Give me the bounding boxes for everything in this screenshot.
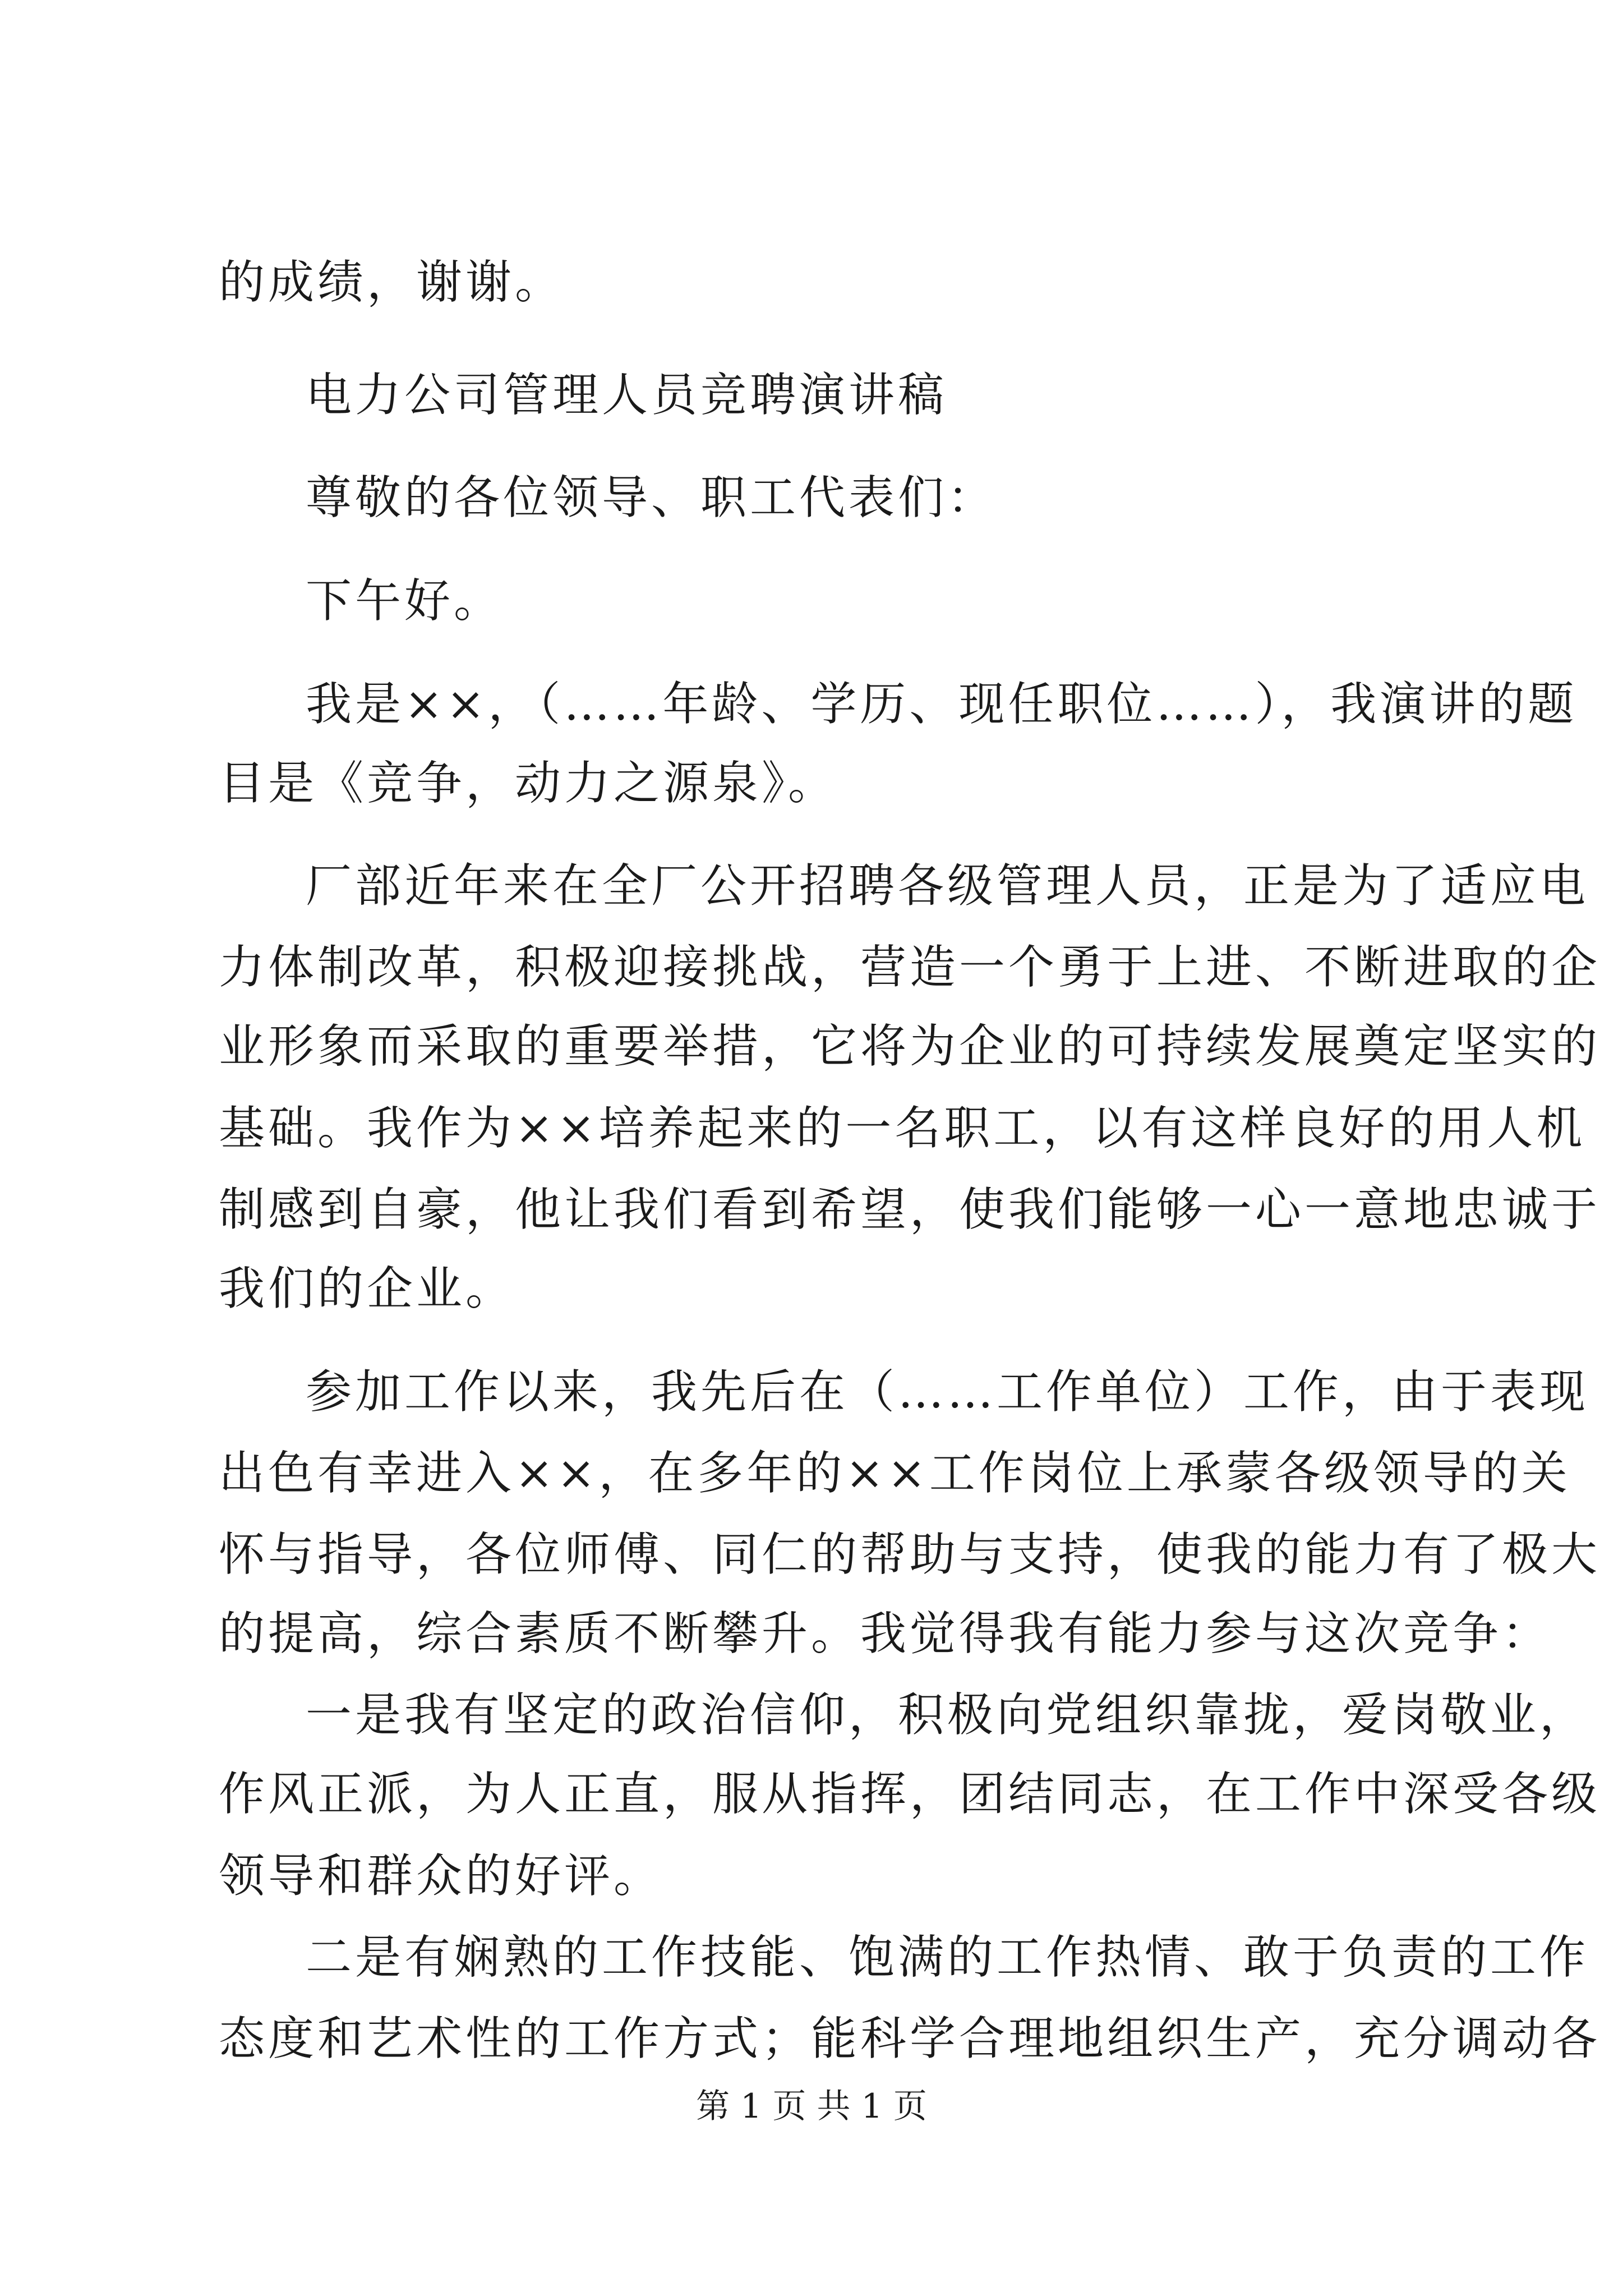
text-line: 制感到自豪，他让我们看到希望，使我们能够一心一意地忠诚于 (219, 1183, 1601, 1236)
text-line: 出色有幸进入××，在多年的××工作岗位上承蒙各级领导的关 (219, 1447, 1571, 1500)
text-line: 的成绩，谢谢。 (219, 256, 565, 309)
page-footer: 第 1 页 共 1 页 (696, 2087, 927, 2126)
text-line: 的提高，综合素质不断攀升。我觉得我有能力参与这次竞争： (219, 1607, 1552, 1660)
text-line: 业形象而采取的重要举措，它将为企业的可持续发展奠定坚实的 (219, 1020, 1601, 1073)
text-line: 参加工作以来，我先后在（……工作单位）工作，由于表现 (306, 1365, 1589, 1419)
text-line: 我们的企业。 (219, 1262, 515, 1315)
document-title: 电力公司管理人员竞聘演讲稿 (306, 369, 948, 422)
text-line: 怀与指导，各位师傅、同仁的帮助与支持，使我的能力有了极大 (219, 1528, 1601, 1581)
text-line: 一是我有坚定的政治信仰，积极向党组织靠拢，爱岗敬业， (306, 1688, 1589, 1742)
text-line: 领导和群众的好评。 (219, 1849, 663, 1903)
text-line: 厂部近年来在全厂公开招聘各级管理人员，正是为了适应电 (306, 859, 1589, 913)
greeting: 下午好。 (306, 574, 504, 628)
text-line: 目是《竞争，动力之源泉》。 (219, 757, 838, 810)
text-line: 作风正派，为人正直，服从指挥，团结同志，在工作中深受各级 (219, 1768, 1601, 1821)
text-line: 二是有娴熟的工作技能、饱满的工作热情、敢于负责的工作 (306, 1931, 1589, 1984)
salutation: 尊敬的各位领导、职工代表们： (306, 471, 997, 524)
text-line: 力体制改革，积极迎接挑战，营造一个勇于上进、不断进取的企 (219, 941, 1601, 994)
text-line: 我是××，（……年龄、学历、现任职位……），我演讲的题 (306, 678, 1578, 731)
text-line: 基础。我作为××培养起来的一名职工，以有这样良好的用人机 (219, 1102, 1586, 1155)
text-line: 态度和艺术性的工作方式；能科学合理地组织生产，充分调动各 (219, 2012, 1601, 2065)
